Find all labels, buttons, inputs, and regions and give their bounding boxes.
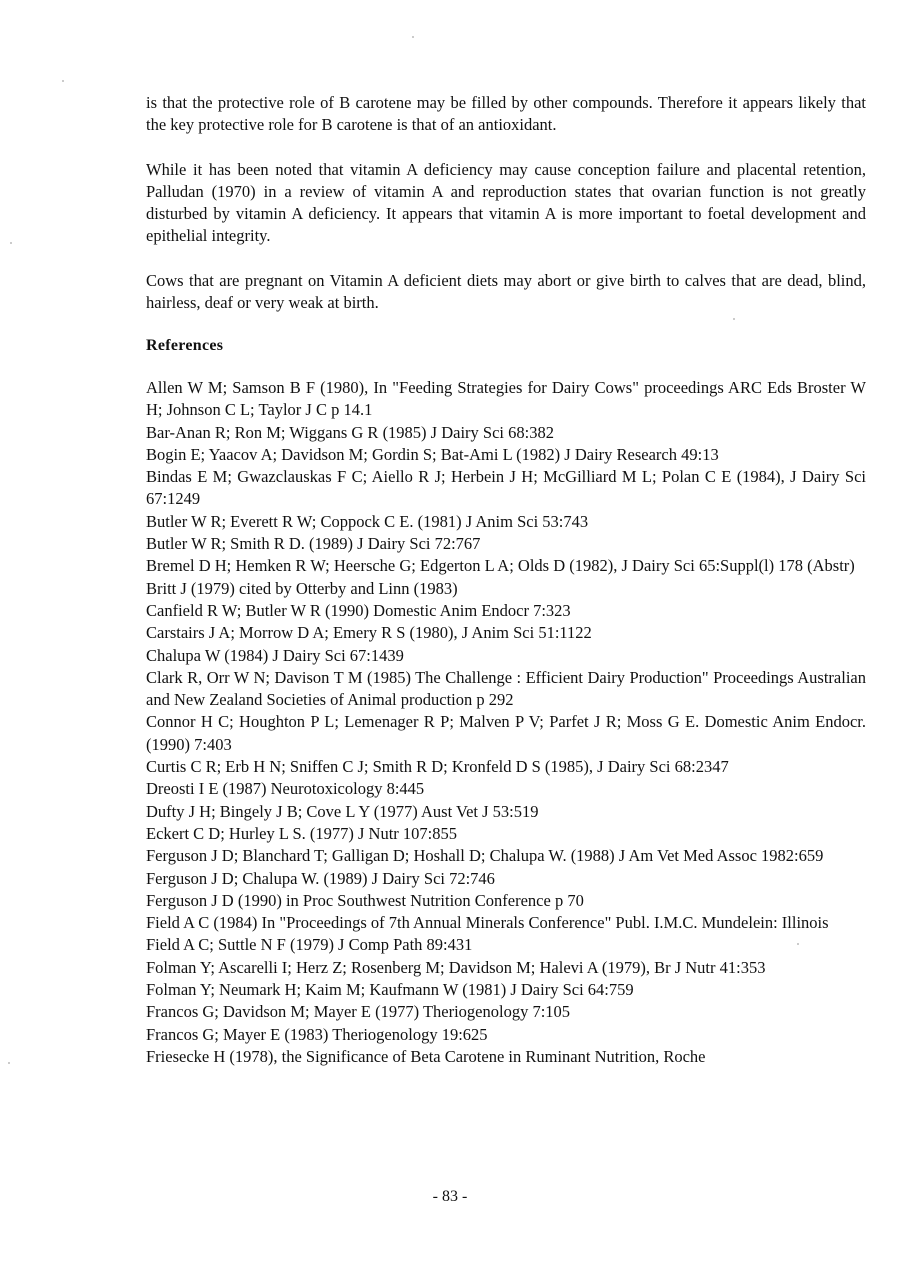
body-paragraph: While it has been noted that vitamin A deficiency may cause conception failure and placental retention, Palludan (1970) in a review of vitamin A and reproduction states that ovarian function is not greatly disturbed by vitamin A deficiency. It appears that vitamin A is more important to foetal development and epithelial integrity. xyxy=(146,160,866,245)
body-paragraph: Cows that are pregnant on Vitamin A deficient diets may abort or give birth to calves that are dead, blind, hairless, deaf or very weak at birth. xyxy=(146,271,866,312)
reference-entry: Francos G; Mayer E (1983) Theriogenology 19:625 xyxy=(146,1024,488,1044)
body-paragraph: is that the protective role of B carotene may be filled by other compounds. Therefore it appears likely that the key protective role for B carotene is that of an antioxidant. xyxy=(146,93,866,134)
scan-speck xyxy=(62,80,64,82)
reference-entry: Ferguson J D; Chalupa W. (1989) J Dairy Sci 72:746 xyxy=(146,868,495,888)
page-body xyxy=(146,92,866,1068)
reference-entry: Curtis C R; Erb H N; Sniffen C J; Smith R D; Kronfeld D S (1985), J Dairy Sci 68:2347 xyxy=(146,757,729,777)
reference-entry: Folman Y; Neumark H; Kaim M; Kaufmann W (1981) J Dairy Sci 64:759 xyxy=(146,980,634,1000)
scan-speck xyxy=(733,318,735,320)
reference-entry: Ferguson J D; Blanchard T; Galligan D; Hoshall D; Chalupa W. (1988) J Am Vet Med Assoc 1982:659 xyxy=(146,846,824,866)
reference-entry: Bindas E M; Gwazclauskas F C; Aiello R J; Herbein J H; McGilliard M L; Polan C E (1984), J Dairy Sci 67:1249 xyxy=(146,467,866,509)
scan-speck xyxy=(8,1062,10,1064)
reference-entry: Folman Y; Ascarelli I; Herz Z; Rosenberg M; Davidson M; Halevi A (1979), Br J Nutr 41:353 xyxy=(146,957,766,977)
scan-speck xyxy=(412,36,414,38)
reference-entry: Bar-Anan R; Ron M; Wiggans G R (1985) J Dairy Sci 68:382 xyxy=(146,422,554,442)
reference-entry: Ferguson J D (1990) in Proc Southwest Nutrition Conference p 70 xyxy=(146,890,584,910)
references-list xyxy=(146,377,866,1068)
page-number: - 83 - xyxy=(432,1188,468,1205)
reference-entry: Eckert C D; Hurley L S. (1977) J Nutr 107:855 xyxy=(146,823,458,843)
scan-speck xyxy=(10,242,12,244)
reference-entry: Dufty J H; Bingely J B; Cove L Y (1977) Aust Vet J 53:519 xyxy=(146,801,539,821)
reference-entry: Butler W R; Everett R W; Coppock C E. (1981) J Anim Sci 53:743 xyxy=(146,511,589,531)
reference-entry: Francos G; Davidson M; Mayer E (1977) Theriogenology 7:105 xyxy=(146,1002,571,1022)
reference-entry: Dreosti I E (1987) Neurotoxicology 8:445 xyxy=(146,779,425,799)
reference-entry: Bogin E; Yaacov A; Davidson M; Gordin S; Bat-Ami L (1982) J Dairy Research 49:13 xyxy=(146,444,719,464)
reference-entry: Chalupa W (1984) J Dairy Sci 67:1439 xyxy=(146,645,404,665)
reference-entry: Clark R, Orr W N; Davison T M (1985) The Challenge : Efficient Dairy Production" Proceedings Australian and New Zealand Societies of Animal production p 292 xyxy=(146,667,866,710)
reference-entry: Butler W R; Smith R D. (1989) J Dairy Sci 72:767 xyxy=(146,534,481,554)
reference-entry: Field A C; Suttle N F (1979) J Comp Path 89:431 xyxy=(146,935,473,955)
reference-entry: Field A C (1984) In "Proceedings of 7th Annual Minerals Conference" Publ. I.M.C. Mundelein: Illinois xyxy=(146,913,829,933)
reference-entry: Britt J (1979) cited by Otterby and Linn (1983) xyxy=(146,578,458,598)
references-heading: References xyxy=(146,337,224,354)
reference-entry: Allen W M; Samson B F (1980), In "Feeding Strategies for Dairy Cows" proceedings ARC Eds Broster W H; Johnson C L; Taylor J C p 14.1 xyxy=(146,378,866,420)
reference-entry: Carstairs J A; Morrow D A; Emery R S (1980), J Anim Sci 51:1122 xyxy=(146,623,592,643)
reference-entry: Friesecke H (1978), the Significance of Beta Carotene in Ruminant Nutrition, Roche xyxy=(146,1046,706,1066)
reference-entry: Bremel D H; Hemken R W; Heersche G; Edgerton L A; Olds D (1982), J Dairy Sci 65:Suppl(l) 178 (Abstr) xyxy=(146,556,855,576)
scan-speck xyxy=(797,943,799,945)
reference-entry: Canfield R W; Butler W R (1990) Domestic Anim Endocr 7:323 xyxy=(146,600,571,620)
reference-entry: Connor H C; Houghton P L; Lemenager R P; Malven P V; Parfet J R; Moss G E. Domestic Anim Endocr. (1990) 7:403 xyxy=(146,712,866,754)
